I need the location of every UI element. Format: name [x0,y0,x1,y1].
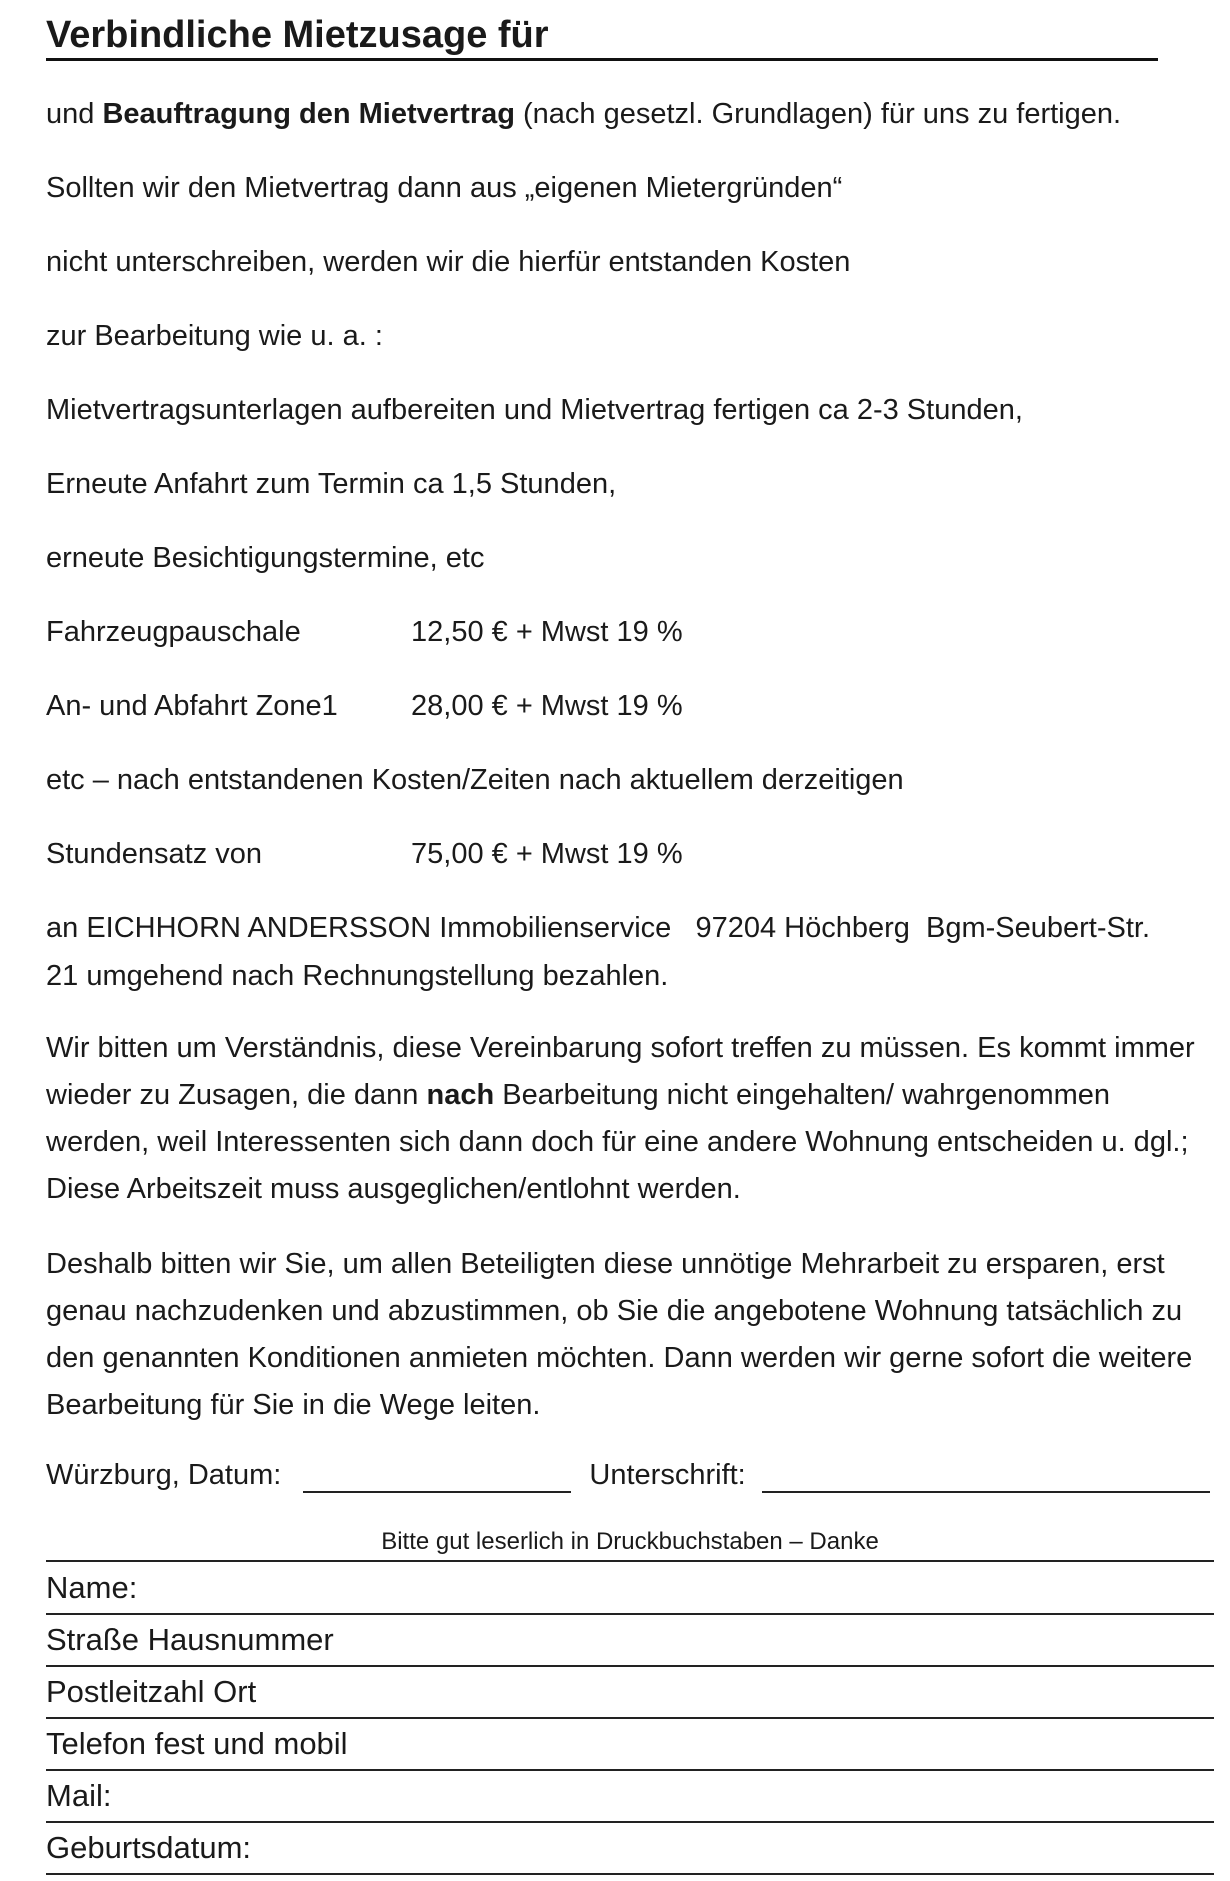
signature-label: Unterschrift: [589,1459,746,1491]
rate-row [46,836,846,872]
body-line: erneute Besichtigungstermine, etc [46,542,485,574]
mail-field[interactable]: Mail: [46,1771,1214,1823]
signature-field[interactable] [762,1461,1210,1493]
intro-pre: und [46,98,103,130]
page-title: Verbindliche Mietzusage für [46,14,549,56]
body-line: Sollten wir den Mietvertrag dann aus „eigenen Mietergründen“ [46,172,843,204]
print-note: Bitte gut leserlich in Druckbuchstaben – Danke [381,1528,879,1555]
phone-field[interactable]: Telefon fest und mobil [46,1719,1214,1771]
title-row [46,12,1158,61]
body-line: Erneute Anfahrt zum Termin ca 1,5 Stunden, [46,468,617,500]
postal-city-field[interactable]: Postleitzahl Ort [46,1667,1214,1719]
intro-post: (nach gesetzl. Grundlagen) für uns zu fertigen. [514,98,1122,130]
etc-line: etc – nach entstandenen Kosten/Zeiten nach aktuellem derzeitigen [46,764,904,796]
rate-amount: 75,00 € + Mwst 19 % [411,838,683,870]
understanding-paragraph [46,1025,1216,1213]
understanding-bold: nach [426,1079,495,1111]
intro-line [46,96,1121,132]
body-line: zur Bearbeitung wie u. a. : [46,320,383,352]
cost-label: An- und Abfahrt Zone1 [46,690,338,722]
date-field[interactable] [303,1461,571,1493]
cost-row [46,614,846,650]
cost-amount: 28,00 € + Mwst 19 % [411,690,683,722]
rate-label: Stundensatz von [46,838,263,870]
request-paragraph: Deshalb bitten wir Sie, um allen Beteiligten diese unnötige Mehrarbeit zu ersparen, erst genau nachzudenken und abzustimmen, ob Sie die angebotene Wohnung tatsächlich zu den genannten Konditionen anmieten möchten. Dann werden wir gerne sofort die weitere Bearbeitung für Sie in die Wege leiten. [46,1248,1193,1421]
cost-row [46,688,846,724]
signature-row [46,1457,1210,1493]
street-field[interactable]: Straße Hausnummer [46,1615,1214,1667]
form-top-rule [46,1560,1214,1562]
understanding-pre: Wir bitten um Verständnis, diese Vereinbarung sofort treffen zu müssen. Es kommt immer wieder zu Zusagen, die dann [46,1032,1195,1111]
cost-amount: 12,50 € + Mwst 19 % [411,616,683,648]
birthdate-field[interactable]: Geburtsdatum: [46,1823,1214,1875]
body-line: Mietvertragsunterlagen aufbereiten und Mietvertrag fertigen ca 2-3 Stunden, [46,394,1023,426]
understanding-post: Bearbeitung nicht eingehalten/ wahrgenommen werden, weil Interessenten sich dann doch für eine andere Wohnung entscheiden u. dgl.; Diese Arbeitszeit muss ausgeglichen/entlohnt werden. [46,1079,1189,1205]
payment-line: 21 umgehend nach Rechnungstellung bezahlen. [46,960,669,992]
intro-bold: Beauftragung den Mietvertrag [102,98,515,130]
cost-label: Fahrzeugpauschale [46,616,301,648]
place-date-label: Würzburg, Datum: [46,1459,282,1491]
payment-line: an EICHHORN ANDERSSON Immobilienservice 97204 Höchberg Bgm-Seubert-Str. [46,912,1151,944]
name-field[interactable]: Name: [46,1563,1214,1615]
body-line: nicht unterschreiben, werden wir die hierfür entstanden Kosten [46,246,851,278]
